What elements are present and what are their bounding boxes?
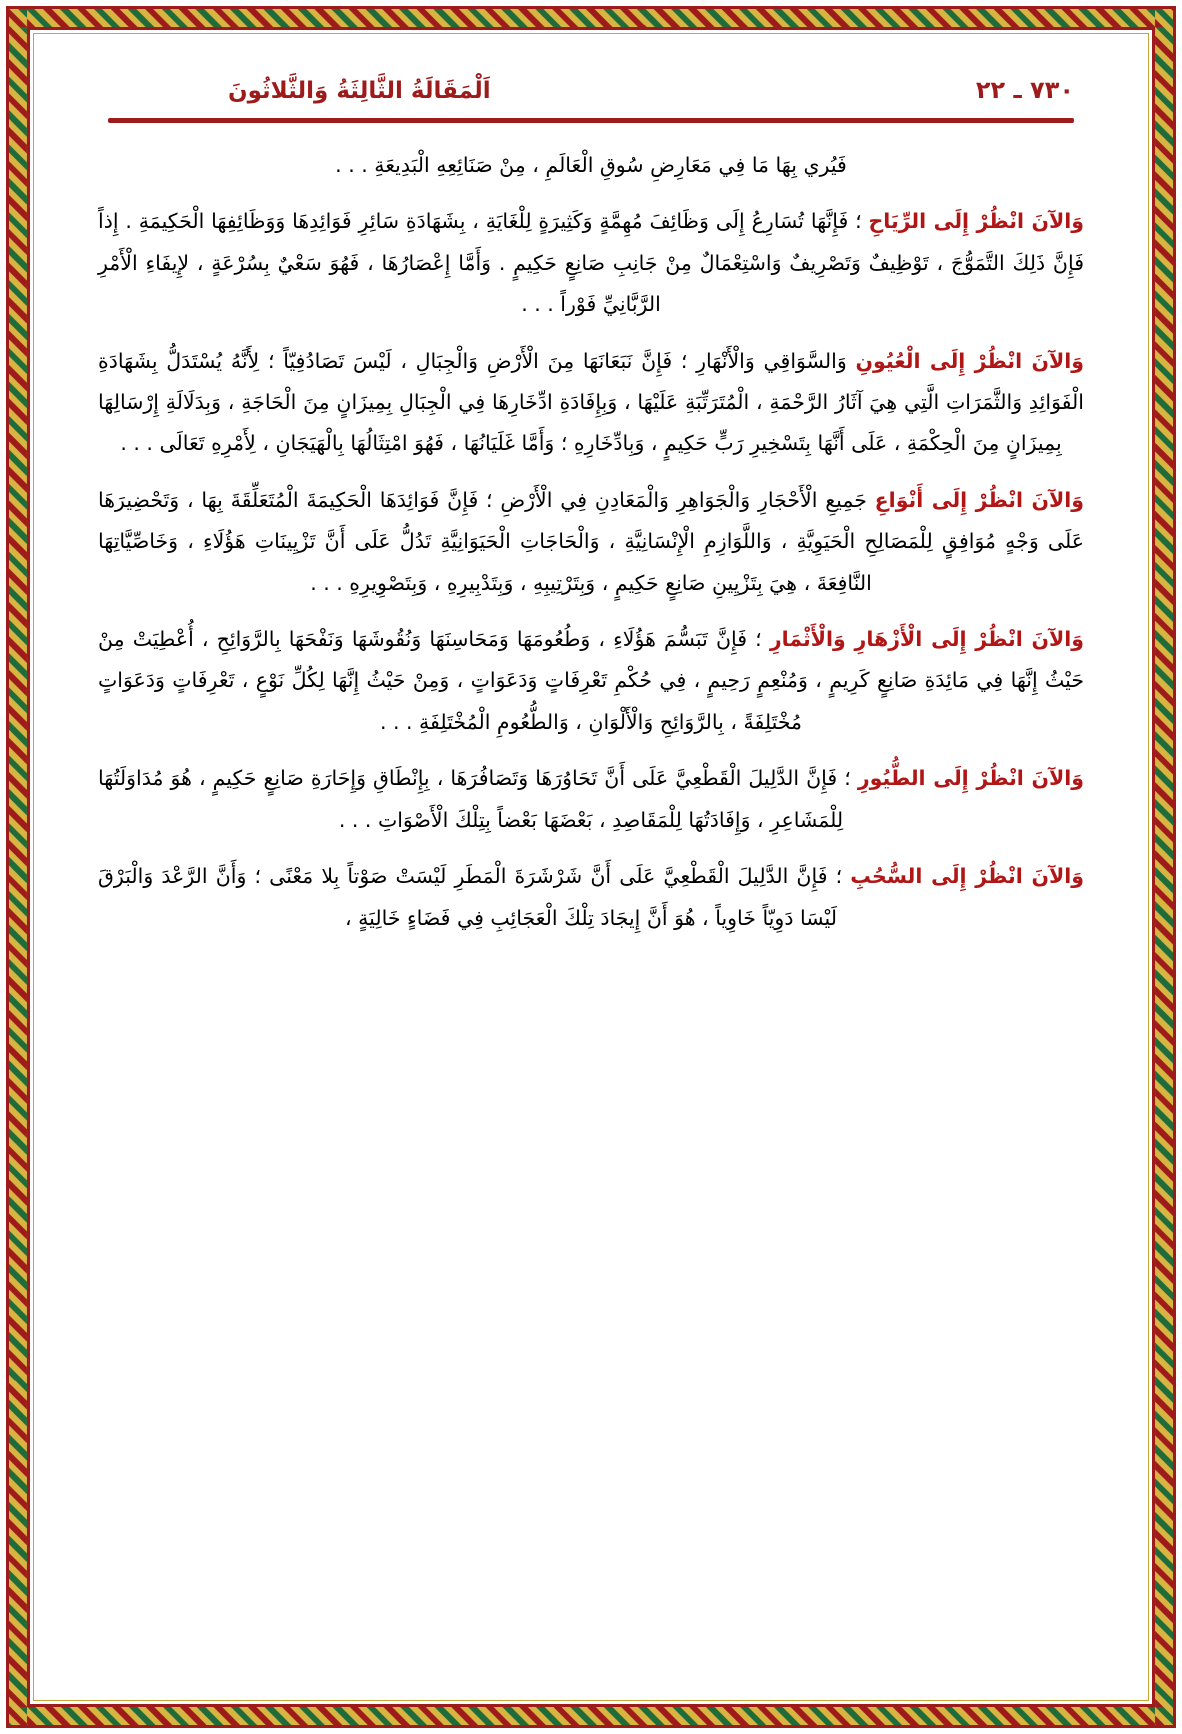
page-number: ٧٣٠ ـ ٢٢ bbox=[975, 76, 1074, 104]
paragraph-text: ؛ فَإِنَّ الدَّلِيلَ الْقَطْعِيَّ عَلَى أَنَّ تَحَاوُرَهَا وَتَصَافُرَهَا ، بِإِنْطَاقِ وَإِحَارَةِ صَانِعٍ حَكِيمٍ ، هُوَ مُدَاوَلَتُهَا لِلْمَشَاعِرِ ، وَإِفَادَتُهَا لِلْمَقَاصِدِ ، بَعْضَهَا بَعْضاً بِتِلْكَ الْأَصْوَاتِ . . . bbox=[98, 766, 858, 832]
paragraph-highlight: وَالآنَ انْظُرْ إِلَى أَنْوَاعِ bbox=[874, 487, 1084, 512]
paragraph bbox=[98, 619, 1084, 743]
paragraph-highlight: وَالآنَ انْظُرْ إِلَى الطُّيُورِ bbox=[857, 766, 1084, 791]
paragraph bbox=[98, 145, 1084, 186]
body-text bbox=[98, 145, 1084, 939]
paragraph-highlight: وَالآنَ انْظُرْ إِلَى السُّحُبِ bbox=[850, 864, 1084, 889]
chapter-title: اَلْمَقَالَةُ الثَّالِثَةُ وَالثَّلاثُونَ bbox=[228, 78, 491, 104]
paragraph-text: فَيُري بِهَا مَا فِي مَعَارِضِ سُوقِ الْعَالَمِ ، مِنْ صَنَائِعِهِ الْبَدِيعَةِ . . . bbox=[335, 153, 847, 177]
page-content bbox=[40, 40, 1142, 1694]
paragraph-text: وَالسَّوَاقِي وَالْأَنْهَارِ ؛ فَإِنَّ نَبَعَانَهَا مِنَ الْأَرْضِ وَالْجِبَالِ ، لَيْسَ تَصَادُفِيّاً ؛ لِأَنَّهُ يُسْتَدَلُّ بِشَهَادَةِ الْفَوَائِدِ وَالثَّمَرَاتِ الَّتِي هِيَ آثَارُ الرَّحْمَةِ ، الْمُتَرَتِّبَةِ عَلَيْهَا ، وَبِإِفَادَةِ ادِّخَارِهَا فِي الْجِبَالِ بِمِيزَانٍ مِنَ الْحَاجَةِ ، وَبِدَلَالَةِ إِرْسَالِهَا بِمِيزَانٍ مِنَ الْحِكْمَةِ ، عَلَى أَنَّهَا بِتَسْخِيرِ رَبٍّ حَكِيمٍ ، وَبِادِّخَارِهِ ؛ وَأَمَّا غَلَيَانُهَا ، فَهُوَ امْتِثَالُهَا بِالْهَيَجَانِ ، لِأَمْرِهِ تَعَالَى . . . bbox=[98, 348, 1084, 456]
paragraph bbox=[98, 758, 1084, 841]
paragraph-highlight: وَالآنَ انْظُرْ إِلَى الْعُيُونِ bbox=[855, 348, 1084, 373]
page-header bbox=[98, 76, 1084, 104]
paragraph bbox=[98, 341, 1084, 465]
paragraph bbox=[98, 856, 1084, 939]
paragraph bbox=[98, 480, 1084, 604]
header-divider bbox=[108, 118, 1074, 123]
paragraph bbox=[98, 201, 1084, 325]
paragraph-text: ؛ فَإِنَّ الدَّلِيلَ الْقَطْعِيَّ عَلَى أَنَّ شَرْشَرَةَ الْمَطَرِ لَيْسَتْ صَوْتاً بِلا مَعْنًى ؛ وَأَنَّ الرَّعْدَ وَالْبَرْقَ لَيْسَا دَوِيّاً خَاوِياً ، هُوَ أَنَّ إِيجَادَ تِلْكَ الْعَجَائِبِ فِي فَضَاءٍ خَالِيَةٍ ، bbox=[98, 864, 851, 930]
paragraph-highlight: وَالآنَ انْظُرْ إِلَى الْأَزْهَارِ وَالْأَثْمَارِ bbox=[769, 627, 1085, 652]
paragraph-highlight: وَالآنَ انْظُرْ إِلَى الرِّيَاحِ bbox=[868, 209, 1085, 234]
paragraph-text: جَمِيعِ الْأَحْجَارِ وَالْجَوَاهِرِ وَالْمَعَادِنِ فِي الْأَرْضِ ؛ فَإِنَّ فَوَائِدَهَا الْحَكِيمَةَ الْمُتَعَلِّقَةَ بِهَا ، وَتَحْضِيرَهَا عَلَى وَجْهٍ مُوَافِقٍ لِلْمَصَالِحِ الْحَيَوِيَّةِ ، وَاللَّوَازِمِ الْإِنْسَانِيَّةِ ، وَالْحَاجَاتِ الْحَيَوَانِيَّةِ تَدُلُّ عَلَى أَنَّ تَزْيِينَاتِ هَؤُلَاءِ ، وَخَاصِّيَّاتِهَا النَّافِعَةَ ، هِيَ بِتَزْيِينِ صَانِعٍ حَكِيمٍ ، وَبِتَرْتِيبِهِ ، وَبِتَدْبِيرِهِ ، وَبِتَصْوِيرِهِ . . . bbox=[98, 487, 1084, 595]
paragraph-text: ؛ فَإِنَّهَا تُسَارِعُ إِلَى وَظَائِفَ مُهِمَّةٍ وَكَثِيرَةٍ لِلْغَايَةِ ، بِشَهَادَةِ سَائِرِ فَوَائِدِهَا وَوَظَائِفِهَا الْحَكِيمَةِ . إِذاً فَإِنَّ ذَلِكَ التَّمَوُّجَ ، تَوْظِيفٌ وَتَصْرِيفٌ وَاسْتِعْمَالٌ مِنْ جَانِبِ صَانِعٍ حَكِيمٍ . وَأَمَّا إِعْصَارُهَا ، فَهُوَ سَعْيٌ بِسُرْعَةٍ ، لإِيفَاءِ الْأَمْرِ الرَّبَّانِيِّ فَوْراً . . . bbox=[98, 209, 1084, 317]
paragraph-text: ؛ فَإِنَّ تَبَسُّمَ هَؤُلَاءِ ، وَطُعُومَهَا وَمَحَاسِنَهَا وَنُقُوشَهَا وَنَفْحَهَا بِالرَّوَائِحِ ، أُعْطِيَتْ مِنْ حَيْثُ إِنَّهَا فِي مَائِدَةِ صَانِعٍ كَرِيمٍ ، وَمُنْعِمٍ رَحِيمٍ ، فِي حُكْمِ تَعْرِفَاتٍ وَدَعَوَاتٍ ، وَمِنْ حَيْثُ إِنَّهَا لِكُلِّ نَوْعٍ ، تَعْرِفَاتٍ وَدَعَوَاتٍ مُخْتَلِفَةً ، بِالرَّوَائِحِ وَالْأَلْوَانِ ، وَالطُّعُومِ الْمُخْتَلِفَةِ . . . bbox=[98, 627, 1084, 734]
